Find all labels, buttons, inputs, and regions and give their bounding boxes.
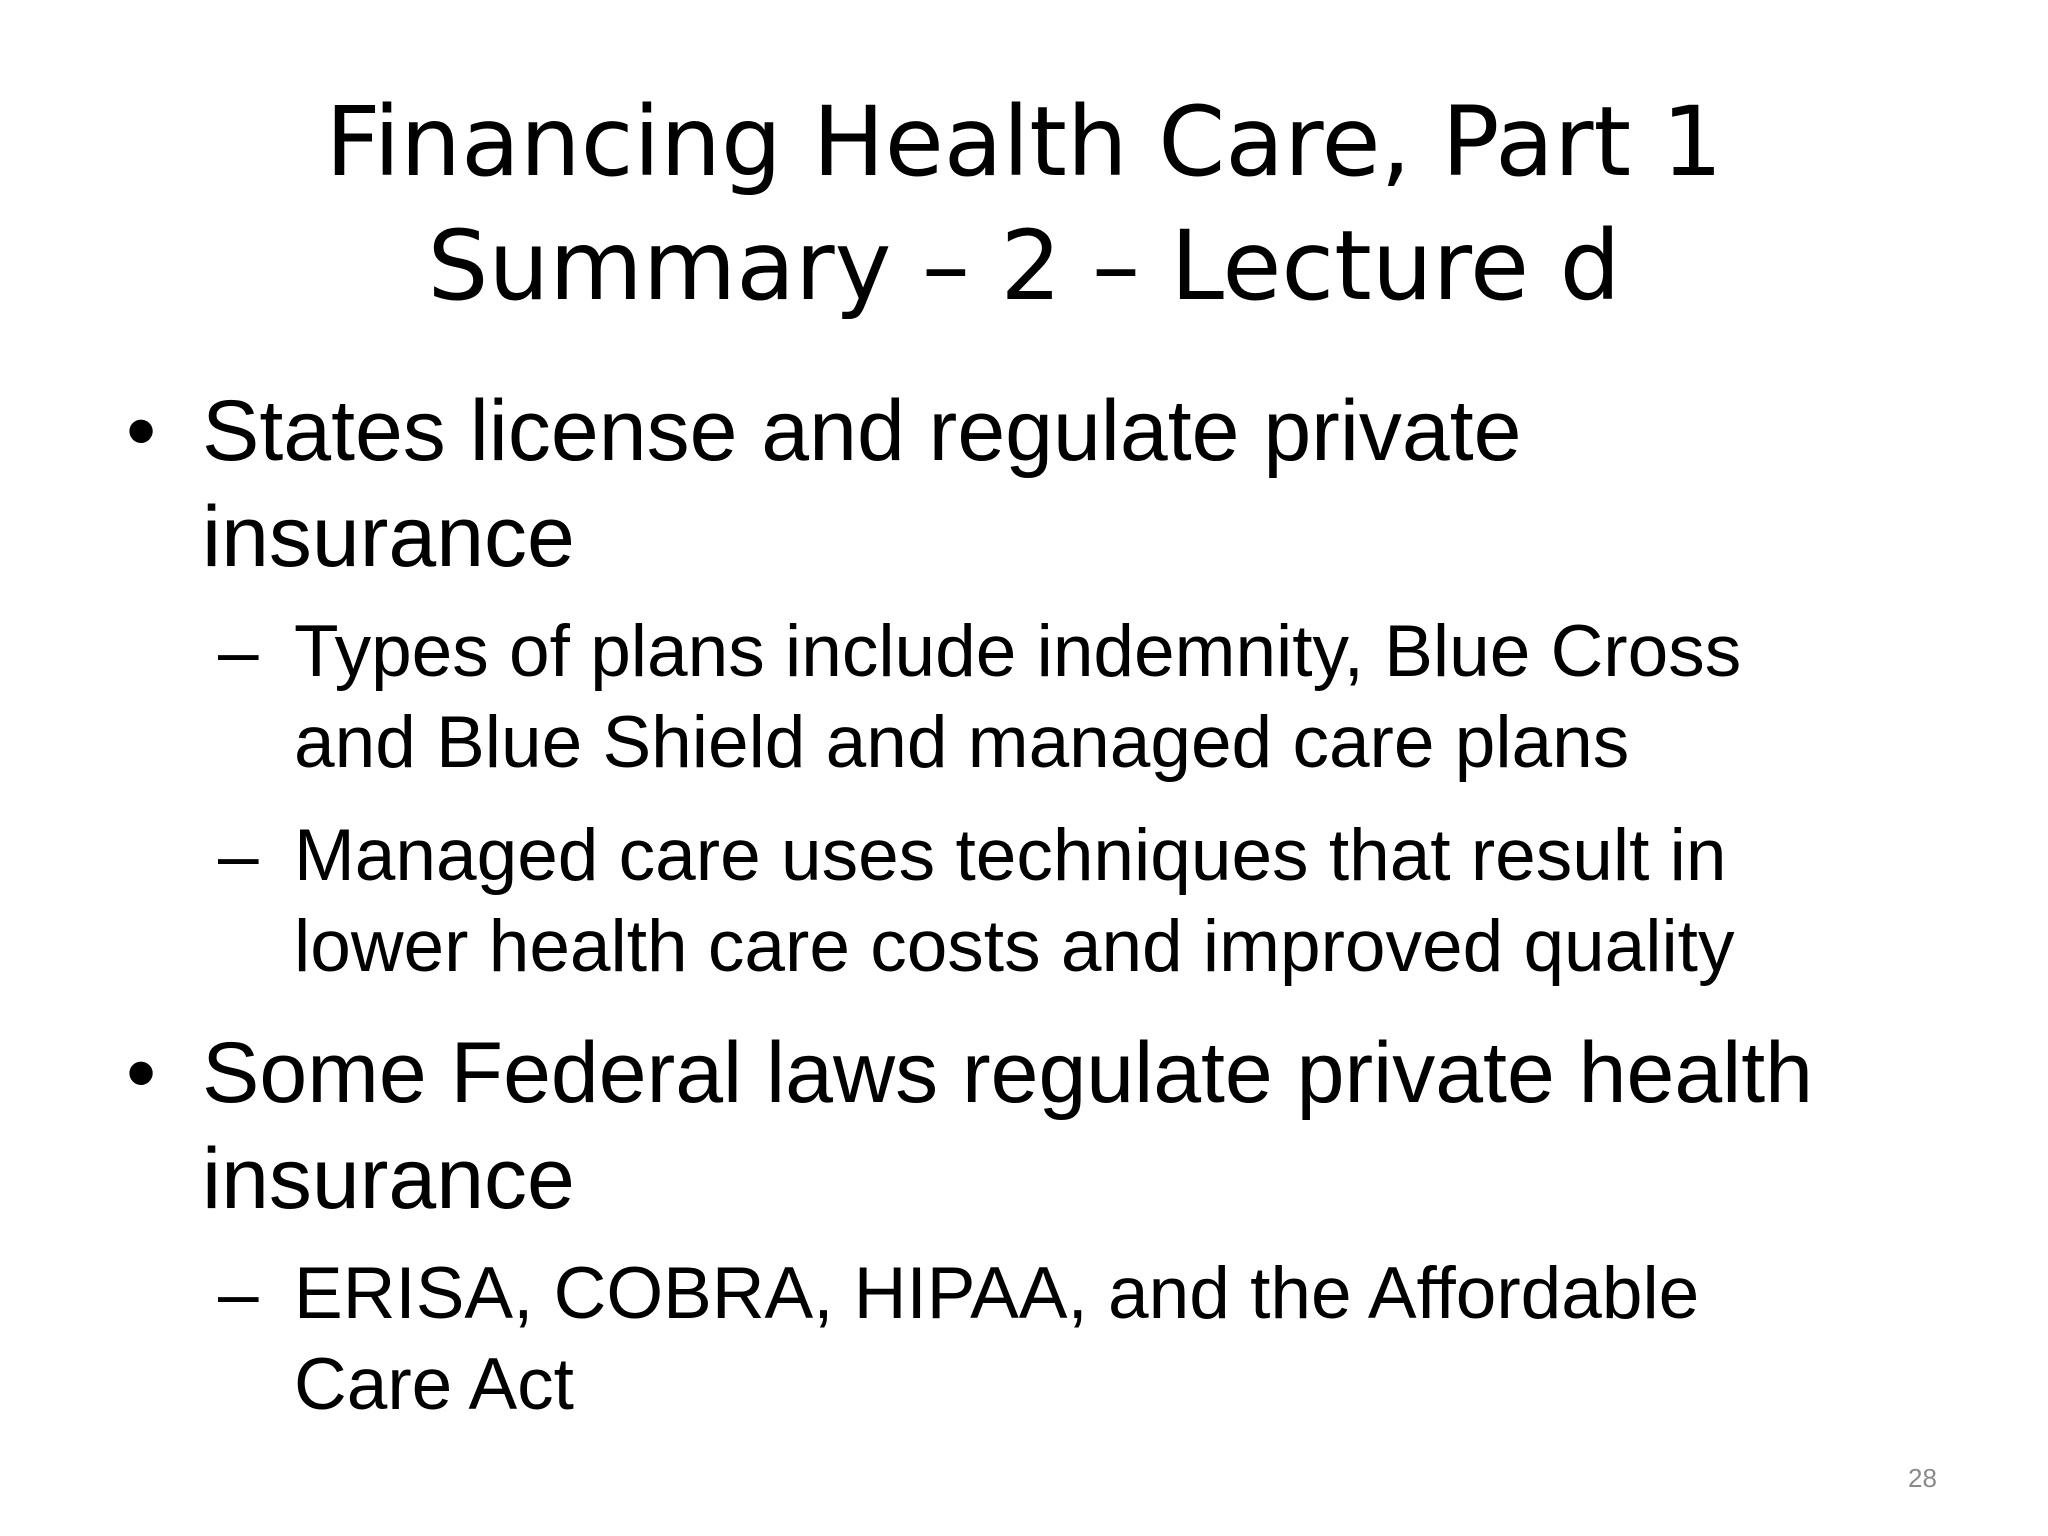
- sub-bullet-text-line: Care Act: [294, 1344, 574, 1425]
- sub-bullet-item-managed-care: [218, 810, 1968, 992]
- bullet-item-state-regulation: [118, 378, 1968, 590]
- sub-bullet-text-line: Managed care uses techniques that result in: [294, 815, 1727, 896]
- bullet-text-line: States license and regulate private: [202, 383, 1522, 479]
- slide-body: [118, 378, 1968, 1430]
- slide-title: [0, 80, 2048, 328]
- title-line-2: Summary – 2 – Lecture d: [427, 210, 1621, 322]
- dash-marker: –: [218, 611, 259, 692]
- sub-bullet-text-line: ERISA, COBRA, HIPAA, and the Affordable: [294, 1253, 1700, 1334]
- bullet-text-line: insurance: [202, 1131, 575, 1227]
- page-number: 28: [1908, 1463, 1937, 1493]
- dash-marker: –: [218, 815, 259, 896]
- title-line-1: Financing Health Care, Part 1: [325, 86, 1723, 198]
- bullet-text-line: Some Federal laws regulate private health: [202, 1025, 1813, 1121]
- sub-bullet-text-line: Types of plans include indemnity, Blue Cross: [294, 611, 1742, 692]
- sub-bullet-text-line: lower health care costs and improved quality: [294, 906, 1735, 987]
- bullet-marker: •: [126, 1025, 157, 1121]
- sub-bullet-item-plan-types: [218, 606, 1968, 788]
- sub-bullet-item-laws-list: [218, 1248, 1968, 1430]
- dash-marker: –: [218, 1253, 259, 1334]
- bullet-text-line: insurance: [202, 489, 575, 585]
- sub-bullet-text-line: and Blue Shield and managed care plans: [294, 702, 1630, 783]
- bullet-marker: •: [126, 383, 157, 479]
- bullet-item-federal-laws: [118, 1020, 1968, 1232]
